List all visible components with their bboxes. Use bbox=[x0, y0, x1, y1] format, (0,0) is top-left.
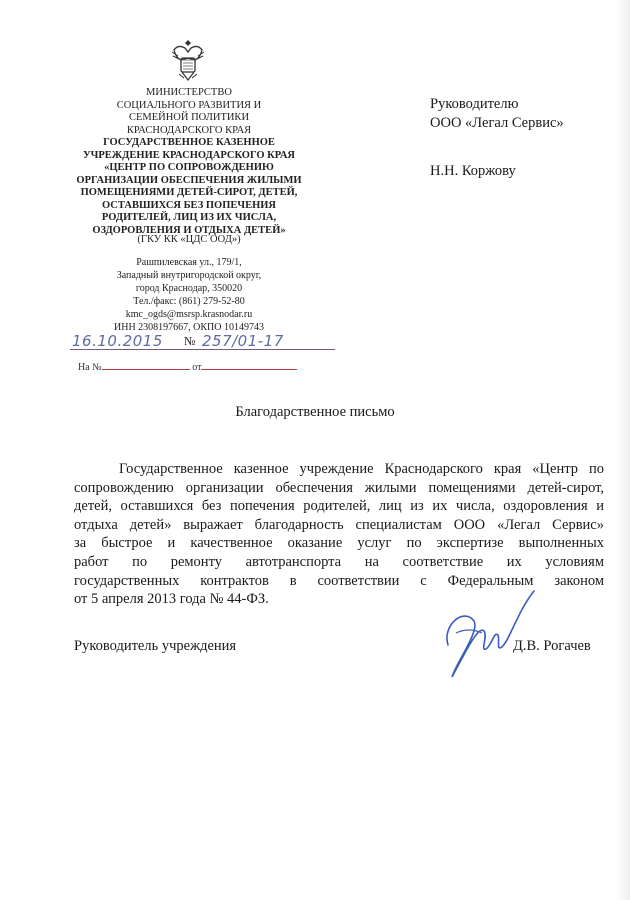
reference-number-blank bbox=[102, 360, 190, 370]
signatory-name: Д.В. Рогачев bbox=[513, 638, 591, 654]
ministry-line: МИНИСТЕРСТВО bbox=[146, 87, 232, 98]
registration-number: 257/01-17 bbox=[202, 332, 284, 350]
tax-ids: ИНН 2308197667, ОКПО 10149743 bbox=[114, 322, 264, 333]
address-line: Рашпилевская ул., 179/1, bbox=[136, 257, 242, 268]
ministry-line: КРАСНОДАРСКОГО КРАЯ bbox=[126, 124, 252, 136]
agency-line: ОСТАВШИХСЯ БЕЗ ПОПЕЧЕНИЯ bbox=[102, 199, 276, 211]
ministry-line: СОЦИАЛЬНОГО РАЗВИТИЯ И bbox=[116, 99, 262, 111]
agency-line: ПОМЕЩЕНИЯМИ ДЕТЕЙ-СИРОТ, ДЕТЕЙ, bbox=[80, 187, 298, 198]
ministry-line: СЕМЕЙНОЙ ПОЛИТИКИ bbox=[128, 112, 250, 123]
number-sign: № bbox=[184, 334, 196, 348]
body-line: сопровождению организации обеспечения жилыми помещениями детей-сирот, bbox=[74, 479, 604, 496]
reference-line bbox=[78, 360, 297, 373]
body-line: отдыха детей» выражает благодарность специалистам ООО «Легал Сервис» bbox=[74, 516, 604, 533]
body-line: за быстрое и качественное оказание услуг по экспертизе выполненных bbox=[74, 535, 604, 552]
agency-line: УЧРЕЖДЕНИЕ КРАСНОДАРСКОГО КРАЯ bbox=[82, 149, 296, 161]
registration-date: 16.10.2015 bbox=[72, 332, 163, 350]
body-line: работ по ремонту автотранспорта на соответствие их условиям bbox=[74, 553, 604, 570]
address-line: город Краснодар, 350020 bbox=[135, 283, 243, 294]
reference-prefix: На № bbox=[78, 362, 102, 373]
reference-from-label: от bbox=[192, 362, 202, 373]
address-line: Западный внутригородской округ, bbox=[116, 270, 262, 281]
agency-line: ОРГАНИЗАЦИИ ОБЕСПЕЧЕНИЯ ЖИЛЫМИ bbox=[76, 174, 302, 186]
signatory-role: Руководитель учреждения bbox=[74, 638, 237, 654]
agency-line: «ЦЕНТР ПО СОПРОВОЖДЕНИЮ bbox=[104, 162, 274, 173]
body-line: государственных контрактов в соответствии с Федеральным законом bbox=[74, 572, 604, 589]
addressee-position: Руководителю bbox=[430, 96, 519, 112]
addressee-block bbox=[430, 95, 564, 181]
reference-date-blank bbox=[201, 360, 297, 370]
email-address: kmc_ogds@msrsp.krasnodar.ru bbox=[125, 309, 253, 320]
ministry-name bbox=[58, 87, 320, 137]
addressee-company: ООО «Легал Сервис» bbox=[430, 115, 564, 131]
addressee-name: Н.Н. Коржову bbox=[430, 163, 516, 179]
agency-line: ГОСУДАРСТВЕННОЕ КАЗЕННОЕ bbox=[103, 137, 275, 148]
agency-address bbox=[58, 256, 320, 334]
agency-line: РОДИТЕЛЕЙ, ЛИЦ ИЗ ИХ ЧИСЛА, bbox=[101, 212, 277, 223]
agency-name bbox=[58, 137, 320, 237]
registration-underline bbox=[70, 349, 335, 350]
registration-line bbox=[70, 332, 340, 352]
coat-of-arms-icon bbox=[168, 38, 208, 84]
body-line: от 5 апреля 2013 года № 44-ФЗ. bbox=[74, 591, 269, 608]
body-line: Государственное казенное учреждение Краснодарского края «Центр по bbox=[119, 461, 604, 477]
phone-fax: Тел./факс: (861) 279-52-80 bbox=[133, 296, 245, 307]
body-line: детей, оставшихся без попечения родителей, лиц из их числа, оздоровления и bbox=[74, 498, 604, 515]
handwritten-signature bbox=[434, 585, 544, 685]
letter-title: Благодарственное письмо bbox=[235, 404, 395, 420]
agency-short-name: (ГКУ КК «ЦДС ООД») bbox=[137, 234, 241, 245]
agency-line: ОЗДОРОВЛЕНИЯ И ОТДЫХА ДЕТЕЙ» bbox=[92, 224, 286, 236]
scan-edge bbox=[616, 0, 630, 900]
